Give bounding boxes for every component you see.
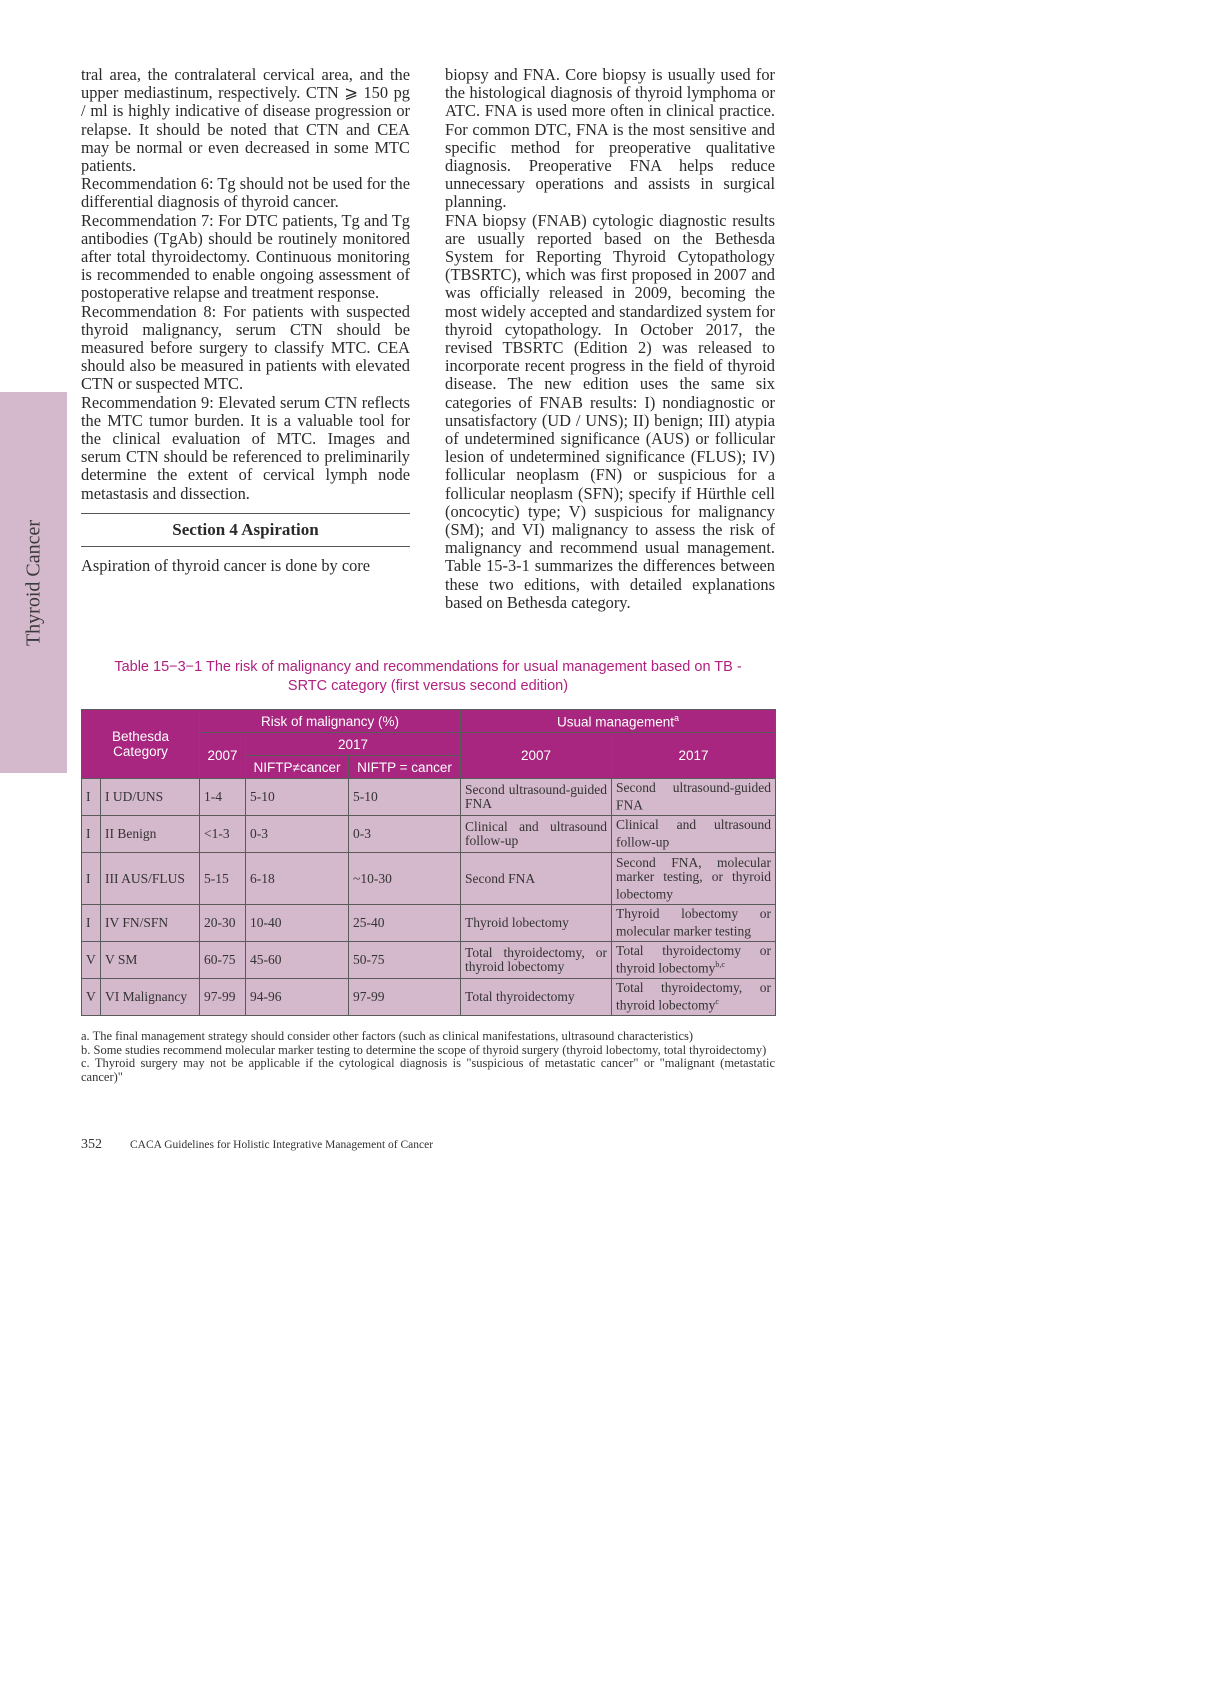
cell-risk-2007: 1-4 bbox=[200, 779, 246, 816]
table-row bbox=[82, 942, 776, 979]
cell-roman: V bbox=[82, 979, 101, 1016]
cell-niftp-not-cancer: 10-40 bbox=[246, 905, 349, 942]
cell-niftp-not-cancer: 94-96 bbox=[246, 979, 349, 1016]
cell-management-2017: Second ultrasound-guided FNA bbox=[612, 779, 776, 816]
cell-risk-2007: 5-15 bbox=[200, 853, 246, 905]
footnote: a. The final management strategy should consider other factors (such as clinical manifestations, ultrasound characteristics) bbox=[81, 1029, 694, 1043]
cell-niftp-cancer: 97-99 bbox=[349, 979, 461, 1016]
header-risk-of-malignancy: Risk of malignancy (%) bbox=[200, 710, 461, 733]
cell-niftp-not-cancer: 0-3 bbox=[246, 816, 349, 853]
cell-management-2007: Second FNA bbox=[461, 853, 612, 905]
cell-risk-2007: 60-75 bbox=[200, 942, 246, 979]
header-niftp-cancer: NIFTP = cancer bbox=[349, 756, 461, 779]
header-management-2007: 2007 bbox=[461, 733, 612, 779]
side-tab-label: Thyroid Cancer bbox=[22, 519, 44, 646]
table-row bbox=[82, 853, 776, 905]
cell-management-2007: Thyroid lobectomy bbox=[461, 905, 612, 942]
cell-niftp-not-cancer: 45-60 bbox=[246, 942, 349, 979]
footnote: b. Some studies recommend molecular marker testing to determine the scope of thyroid surgery (thyroid lobectomy, total thyroidectomy) bbox=[81, 1042, 767, 1057]
left-column bbox=[81, 66, 410, 575]
table-caption bbox=[81, 658, 775, 696]
table-row bbox=[82, 905, 776, 942]
paragraph: tral area, the contralateral cervical area, and the upper mediastinum, respectively. CTN ⩾ 150 pg / ml is highly indicative of disease progression or relapse. It should be noted that CTN and CEA may be normal or even decreased in some MTC patients. bbox=[81, 65, 410, 176]
cell-niftp-cancer: 50-75 bbox=[349, 942, 461, 979]
table-row bbox=[82, 979, 776, 1016]
paragraph: Recommendation 9: Elevated serum CTN reflects the MTC tumor burden. It is a valuable tool for the clinical evaluation of MTC. Images and serum CTN should be referenced to preliminarily determine the extent of cervical lymph node metastasis and dissection. bbox=[81, 392, 410, 503]
cell-management-2017: Clinical and ultrasound follow-up bbox=[612, 816, 776, 853]
cell-category: IV FN/SFN bbox=[101, 905, 200, 942]
cell-management-2007: Total thyroidectomy bbox=[461, 979, 612, 1016]
table-footnotes bbox=[81, 1030, 775, 1084]
paragraph: Recommendation 6: Tg should not be used for the differential diagnosis of thyroid cancer. bbox=[81, 174, 410, 212]
cell-risk-2007: 20-30 bbox=[200, 905, 246, 942]
paragraph: Recommendation 7: For DTC patients, Tg and Tg antibodies (TgAb) should be routinely monitored after total thyroidectomy. Continuous monitoring is recommended to enable ongoing assessment of postoperative relapse and treatment response. bbox=[81, 210, 410, 303]
cell-roman: I bbox=[82, 905, 101, 942]
cell-management-2017: Second FNA, molecular marker testing, or thyroid lobectomy bbox=[612, 853, 776, 905]
section-heading: Section 4 Aspiration bbox=[81, 513, 410, 547]
cell-category: I UD/UNS bbox=[101, 779, 200, 816]
side-tab bbox=[0, 392, 67, 773]
table-row bbox=[82, 816, 776, 853]
cell-roman: I bbox=[82, 779, 101, 816]
header-niftp-not-cancer: NIFTP≠cancer bbox=[246, 756, 349, 779]
table-caption-line: SRTC category (first versus second edition) bbox=[287, 678, 569, 694]
header-management-2017: 2017 bbox=[612, 733, 776, 779]
cell-management-2007: Second ultrasound-guided FNA bbox=[461, 779, 612, 816]
page-footer bbox=[81, 1137, 433, 1153]
cell-management-2017: Total thyroidectomy, or thyroid lobectomy$^c$ bbox=[612, 979, 776, 1016]
cell-roman: I bbox=[82, 816, 101, 853]
cell-risk-2007: <1-3 bbox=[200, 816, 246, 853]
cell-niftp-not-cancer: 6-18 bbox=[246, 853, 349, 905]
paragraph: Recommendation 8: For patients with suspected thyroid malignancy, serum CTN should be measured before surgery to classify MTC. CEA should also be measured in patients with elevated CTN or suspected MTC. bbox=[81, 301, 410, 394]
cell-management-2007: Clinical and ultrasound follow-up bbox=[461, 816, 612, 853]
paragraph: Aspiration of thyroid cancer is done by core bbox=[81, 556, 371, 576]
cell-management-2017: Thyroid lobectomy or molecular marker testing bbox=[612, 905, 776, 942]
cell-management-2017: Total thyroidectomy or thyroid lobectomy$^{b,c}$ bbox=[612, 942, 776, 979]
cell-niftp-cancer: 0-3 bbox=[349, 816, 461, 853]
footnote: c. Thyroid surgery may not be applicable if the cytological diagnosis is "suspicious of metastatic cancer" or "malignant (metastatic cancer)" bbox=[81, 1056, 775, 1084]
bethesda-table bbox=[81, 709, 776, 1016]
cell-roman: I bbox=[82, 853, 101, 905]
cell-management-2007: Total thyroidectomy, or thyroid lobectomy bbox=[461, 942, 612, 979]
cell-category: VI Malignancy bbox=[101, 979, 200, 1016]
paragraph: biopsy and FNA. Core biopsy is usually used for the histological diagnosis of thyroid lymphoma or ATC. FNA is used more often in clinical practice. For common DTC, FNA is the most sensitive and specific method for preoperative qualitative diagnosis. Preoperative FNA helps reduce unnecessary operations and assists in surgical planning. bbox=[445, 65, 775, 212]
cell-category: V SM bbox=[101, 942, 200, 979]
right-column bbox=[445, 66, 775, 612]
cell-category: III AUS/FLUS bbox=[101, 853, 200, 905]
header-bethesda-category: Bethesda Category bbox=[82, 710, 200, 779]
paragraph: FNA biopsy (FNAB) cytologic diagnostic results are usually reported based on the Bethesda System for Reporting Thyroid Cytopathology (TBSRTC), which was first proposed in 2007 and was officially released in 2009, becoming the most widely accepted and standardized system for thyroid cytopathology. In October 2017, the revised TBSRTC (Edition 2) was released to incorporate recent progress in the field of thyroid disease. The new edition uses the same six categories of FNAB results: I) nondiagnostic or unsatisfactory (UD / UNS); II) benign; III) atypia of undetermined significance (AUS) or follicular lesion of undetermined significance (FLUS); IV) follicular neoplasm (FN) or suspicious for a follicular neoplasm (SFN); specify if Hürthle cell (oncocytic) type; V) suspicious for malignancy (SM); and VI) malignancy to assess the risk of malignancy and recommend usual management. Table 15-3-1 summarizes the differences between these two editions, with detailed explanations based on Bethesda category. bbox=[445, 210, 775, 612]
table-caption-line: Table 15−3−1 The risk of malignancy and recommendations for usual management based on TB - bbox=[114, 659, 742, 675]
cell-category: II Benign bbox=[101, 816, 200, 853]
cell-roman: V bbox=[82, 942, 101, 979]
header-usual-management: Usual management$^a$ bbox=[461, 710, 776, 733]
cell-niftp-cancer: 25-40 bbox=[349, 905, 461, 942]
cell-niftp-cancer: 5-10 bbox=[349, 779, 461, 816]
page-number: 352 bbox=[81, 1137, 102, 1152]
footer-title: CACA Guidelines for Holistic Integrative Management of Cancer bbox=[130, 1139, 434, 1151]
cell-risk-2007: 97-99 bbox=[200, 979, 246, 1016]
table-row bbox=[82, 779, 776, 816]
cell-niftp-cancer: ~10-30 bbox=[349, 853, 461, 905]
cell-niftp-not-cancer: 5-10 bbox=[246, 779, 349, 816]
header-risk-2007: 2007 bbox=[200, 733, 246, 779]
header-risk-2017: 2017 bbox=[246, 733, 461, 756]
